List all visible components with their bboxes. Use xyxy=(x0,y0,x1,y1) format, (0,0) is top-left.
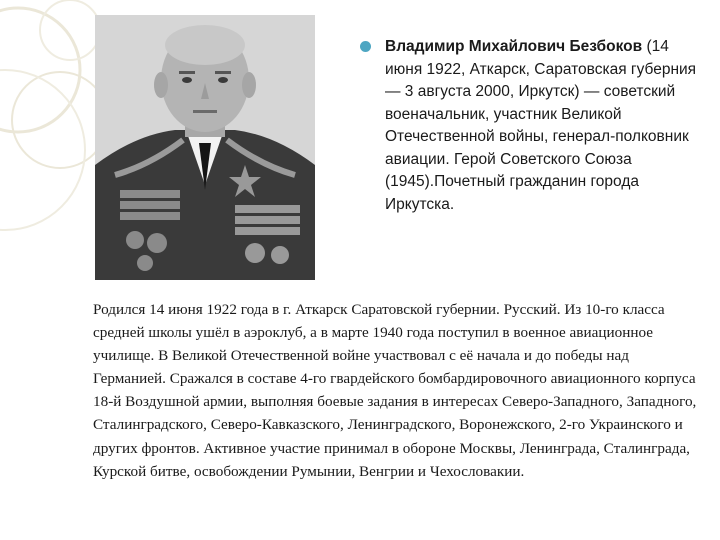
bullet-biography xyxy=(360,36,700,216)
bullet-text xyxy=(385,36,700,216)
bullet-marker-icon xyxy=(360,41,371,52)
decorative-circles xyxy=(0,0,110,300)
person-name: Владимир Михайлович Безбоков xyxy=(385,38,643,55)
biography-paragraph: Родился 14 июня 1922 года в г. Аткарск Саратовской губернии. Русский. Из 10-го класса средней школы ушёл в аэроклуб, а в марте 1940 года поступил в военное авиационное училище. В Великой Отечественной войне участвовал с её начала и до победы над Германией. Сражался в составе 4-го гвардейского бомбардировочного авиационного корпуса 18-й Воздушной армии, выполняя боевые задания в интересах Северо-Западного, Западного, Сталинградского, Северо-Кавказского, Ленинградского, Воронежского, 2-го Украинского и других фронтов. Активное участие принимал в обороне Москвы, Ленинграда, Сталинграда, Курской битве, освобождении Румынии, Венгрии и Чехословакии. xyxy=(93,301,697,480)
bullet-details: (14 июня 1922, Аткарск, Саратовская губерния — 3 августа 2000, Иркутск) — советский военачальник, участник Великой Отечественной войны, генерал-полковник авиации. Герой Советского Союза (1945).Почетный гражданин города Иркутска. xyxy=(385,38,697,213)
portrait-photo xyxy=(95,15,315,280)
